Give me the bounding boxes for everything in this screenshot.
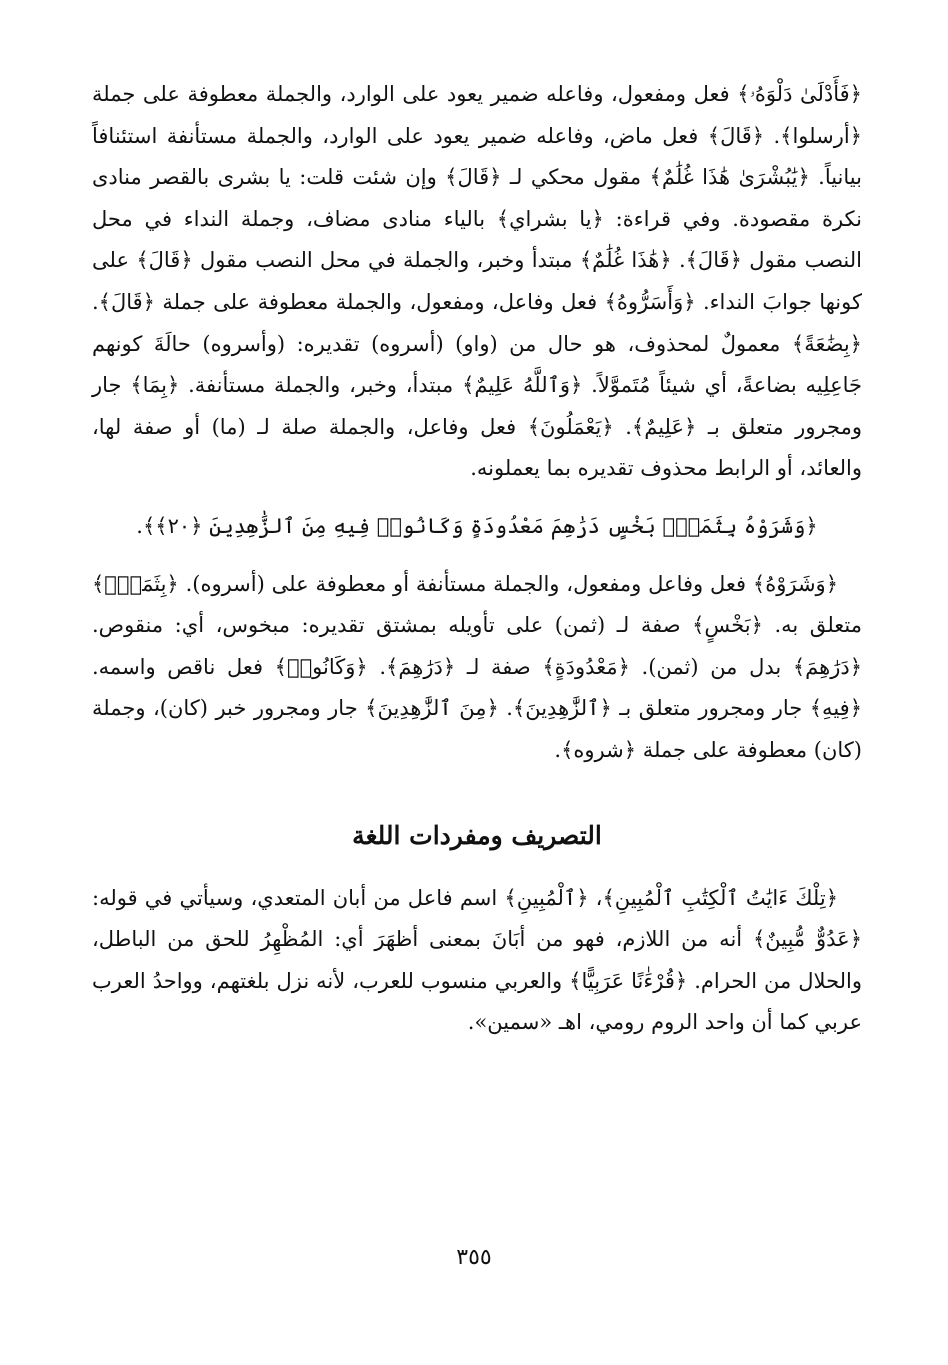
paragraph-syntax-analysis: ﴿فَأَدْلَىٰ دَلْوَهُۥ﴾ فعل ومفعول، وفاعله ضمير يعود على الوارد، والجملة معطوفة على جملة ﴿أرسلوا﴾. ﴿قَالَ﴾ فعل ماض، وفاعله ضمير يعود على الوارد، والجملة مستأنفة استئنافاً بيانياً. ﴿يَٰبُشْرَىٰ هَٰذَا غُلَٰمٌ﴾ مقول محكي لـ ﴿قَالَ﴾ وإن شئت قلت: يا بشرى بالقصر منادى نكرة مقصودة. وفي قراءة: ﴿يا بشراي﴾ بالياء منادى مضاف، وجملة النداء في محل النصب مقول ﴿قَالَ﴾. ﴿هَٰذَا غُلَٰمٌ﴾ مبتدأ وخبر، والجملة في محل النصب مقول ﴿قَالَ﴾ على كونها جوابَ النداء. ﴿وَأَسَرُّوهُ﴾ فعل وفاعل، ومفعول، والجملة معطوفة على جملة ﴿قَالَ﴾. ﴿بِضَٰعَةً﴾ معمولٌ لمحذوف، هو حال من (واو) (أسروه) تقديره: (وأسروه) حالَةَ كونهم جَاعِلِيه بضاعةً، أي شيئاً مُتَموَّلاً. ﴿وَٱللَّهُ عَلِيمٌ﴾ مبتدأ، وخبر، والجملة مستأنفة. ﴿بِمَا﴾ جار ومجرور متعلق بـ ﴿عَلِيمٌ﴾. ﴿يَعْمَلُونَ﴾ فعل وفاعل، والجملة صلة لـ (ما) أو صفة لها، والعائد، أو الرابط محذوف تقديره بما يعملونه. [92, 82, 862, 481]
paragraph-vocabulary: ﴿تِلْكَ ءَايَٰتُ ٱلْكِتَٰبِ ٱلْمُبِينِ﴾، ﴿ٱلْمُبِينِ﴾ اسم فاعل من أبان المتعدي، وسيأتي في قوله: ﴿عَدُوٌّ مُّبِينٌ﴾ أنه من اللازم، فهو من أبَانَ بمعنى أظهَرَ أي: المُظْهِرُ للحق من الباطل، والحلال من الحرام. ﴿قُرْءَٰنًا عَرَبِيًّا﴾ والعربي منسوب للعرب، لأنه نزل بلغتهم، وواحدُ العرب عربي كما أن واحد الروم رومي، اهـ «سمين». [92, 885, 862, 1035]
page-body [92, 74, 862, 1044]
section-heading: التصريف ومفردات اللغة [352, 820, 602, 850]
page-number: ٣٥٥ [456, 1245, 492, 1270]
quran-verse-20: ﴿وَشَرَوْهُ بِثَمَنٍۭ بَخْسٍ دَرَٰهِمَ مَعْدُودَةٍ وَكَانُوا۟ فِيهِ مِنَ ٱلزَّٰهِدِينَ ﴿٢٠﴾﴾. [136, 513, 818, 538]
paragraph-verse-analysis: ﴿وَشَرَوْهُ﴾ فعل وفاعل ومفعول، والجملة مستأنفة أو معطوفة على (أسروه). ﴿بِثَمَنٍۭ﴾ متعلق به. ﴿بَخْسٍ﴾ صفة لـ (ثمن) على تأويله بمشتق تقديره: مبخوس، أي: منقوص. ﴿دَرَٰهِمَ﴾ بدل من (ثمن). ﴿مَعْدُودَةٍ﴾ صفة لـ ﴿دَرَٰهِمَ﴾. ﴿وَكَانُوا۟﴾ فعل ناقص واسمه. ﴿فِيهِ﴾ جار ومجرور متعلق بـ ﴿ٱلزَّٰهِدِينَ﴾. ﴿مِنَ ٱلزَّٰهِدِينَ﴾ جار ومجرور خبر (كان)، وجملة (كان) معطوفة على جملة ﴿شروه﴾. [92, 571, 862, 762]
